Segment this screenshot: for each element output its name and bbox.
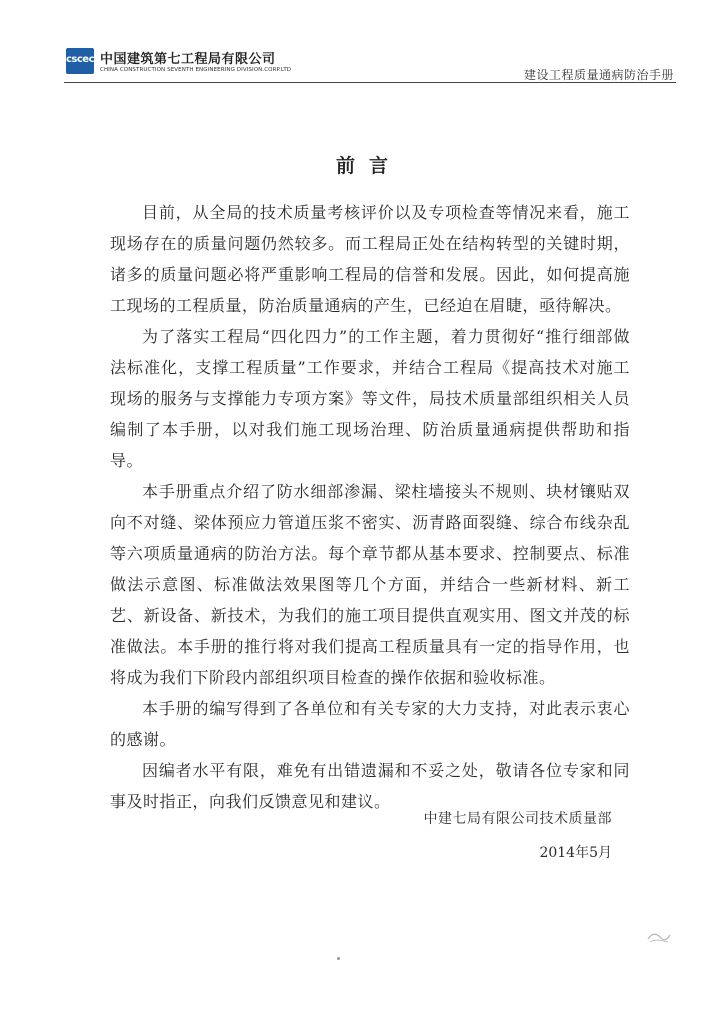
signature-date: 2014年5月 <box>539 845 612 861</box>
paragraph: 为了落实工程局“四化四力”的工作主题，着力贯彻好“推行细部做法标准化，支撑工程质量”工作要求，并结合工程局《提高技术对施工现场的服务与支撑能力专项方案》等文件，局技术质量部组织相关人员编制了本手册，以对我们施工现场治理、防治质量通病提供帮助和指导。 <box>110 327 630 470</box>
scan-speck <box>337 957 340 960</box>
company-name-cn: 中国建筑第七工程局有限公司 <box>100 52 276 67</box>
logo-text: cscec <box>66 54 94 65</box>
paragraph: 本手册重点介绍了防水细部渗漏、梁柱墙接头不规则、块材镶贴双向不对缝、梁体预应力管道压浆不密实、沥青路面裂缝、综合布线杂乱等六项质量通病的防治方法。每个章节都从基本要求、控制要点、标准做法示意图、标准做法效果图等几个方面，并结合一些新材料、新工艺、新设备、新技术，为我们的施工项目提供直观实用、图文并茂的标准做法。本手册的推行将对我们提高工程质量具有一定的指导作用，也将成为我们下阶段内部组织项目检查的操作依据和验收标准。 <box>110 482 630 687</box>
signature-organization: 中建七局有限公司技术质量部 <box>423 811 612 827</box>
company-name-en: CHINA CONSTRUCTION SEVENTH ENGINEERING DIVISION.CORP.LTD <box>100 67 292 73</box>
company-logo <box>66 48 94 74</box>
paragraph: 因编者水平有限，难免有出错遗漏和不妥之处，敬请各位专家和同事及时指正，向我们反馈意见和建议。 <box>110 761 630 811</box>
header-divider <box>64 82 676 83</box>
handbook-title: 建设工程质量通病防治手册 <box>523 68 674 82</box>
preface-body <box>110 197 630 817</box>
page-header <box>0 0 724 90</box>
paragraph: 本手册的编写得到了各单位和有关专家的大力支持，对此表示衷心的感谢。 <box>110 699 630 749</box>
scan-artifact-icon <box>646 929 672 945</box>
paragraph: 目前，从全局的技术质量考核评价以及专项检查等情况来看，施工现场存在的质量问题仍然较多。而工程局正处在结构转型的关键时期，诸多的质量问题必将严重影响工程局的信誉和发展。因此，如何提高施工现场的工程质量，防治质量通病的产生，已经迫在眉睫，亟待解决。 <box>110 203 630 315</box>
page-heading: 前言 <box>335 155 402 177</box>
